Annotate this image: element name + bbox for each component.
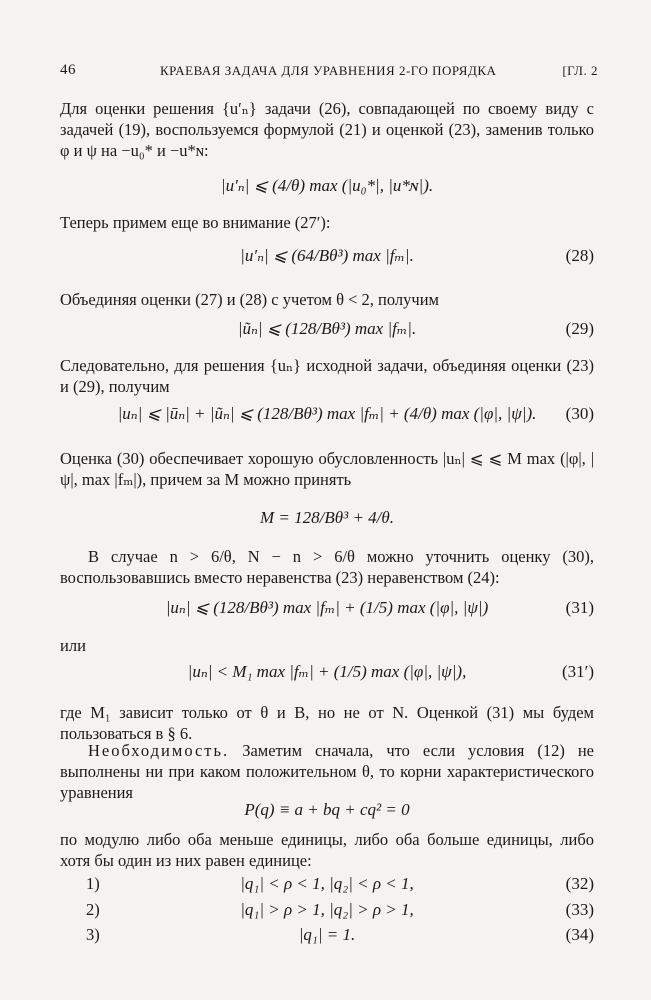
equation-31-prime — [60, 662, 594, 682]
equation-text: |u′ₙ| ⩽ (4/θ) max (|u₀*|, |u*ɴ|). — [220, 176, 434, 195]
paragraph-10: по модулю либо оба меньше единицы, либо оба больше единицы, либо хотя бы один из них равен единице: — [60, 830, 594, 870]
page-number: 46 — [60, 62, 76, 78]
paragraph-2: Теперь примем еще во внимание (27′): — [60, 213, 331, 232]
equation-text: |u′ₙ| ⩽ (64/Bθ³) max |fₘ|. — [240, 246, 414, 265]
case-label: 2) — [86, 900, 100, 919]
equation-number: (31′) — [561, 662, 594, 681]
equation-34 — [60, 925, 594, 945]
paragraph-3: Объединяя оценки (27) и (28) с учетом θ < 2, получим — [60, 290, 439, 309]
case-label: 1) — [86, 874, 100, 893]
equation-text: |q₁| < ρ < 1, |q₂| < ρ < 1, — [240, 874, 414, 893]
equation-text: |q₁| > ρ > 1, |q₂| > ρ > 1, — [240, 900, 414, 919]
equation-31 — [60, 598, 594, 618]
equation-32 — [60, 874, 594, 894]
paragraph-1: Для оценки решения {u′ₙ} задачи (26), совпадающей по своему виду с задачей (19), воспользуемся формулой (21) и оценкой (23), заменив только φ и ψ на −u₀* и −u*ɴ: — [60, 99, 594, 160]
equation-number: (31) — [565, 598, 594, 617]
case-label: 3) — [86, 925, 100, 944]
equation-number: (32) — [565, 874, 594, 893]
equation-text: |uₙ| ⩽ (128/Bθ³) max |fₘ| + (1/5) max (|φ|, |ψ|) — [165, 598, 489, 617]
equation-33 — [60, 900, 594, 920]
paragraph-5: Оценка (30) обеспечивает хорошую обусловленность |uₙ| ⩽ ⩽ M max (|φ|, |ψ|, max |fₘ|), причем за M можно принять — [60, 449, 594, 489]
running-header — [60, 62, 598, 82]
paragraph-7: или — [60, 636, 86, 655]
paragraph-4: Следовательно, для решения {uₙ} исходной задачи, объединяя оценки (23) и (29), получим — [60, 356, 594, 396]
equation-text: |uₙ| ⩽ |ūₙ| + |ũₙ| ⩽ (128/Bθ³) max |fₘ| + (4/θ) max (|φ|, |ψ|). — [117, 404, 537, 423]
equation-m — [60, 508, 594, 528]
equation-30 — [60, 404, 594, 424]
paragraph-9 — [60, 740, 594, 803]
equation-text: P(q) ≡ a + bq + cq² = 0 — [244, 800, 410, 819]
equation-number: (28) — [565, 246, 594, 265]
paragraph-6: В случае n > 6/θ, N − n > 6/θ можно уточнить оценку (30), воспользовавшись вместо неравенства (23) неравенством (24): — [60, 547, 594, 587]
running-title: КРАЕВАЯ ЗАДАЧА ДЛЯ УРАВНЕНИЯ 2-ГО ПОРЯДКА — [160, 63, 497, 78]
equation-number: (34) — [565, 925, 594, 944]
paragraph-8: где M₁ зависит только от θ и B, но не от N. Оценкой (31) мы будем пользоваться в § 6. — [60, 703, 594, 743]
equation-characteristic — [60, 800, 594, 820]
paragraph-9-text: Заметим сначала, что если условия (12) не выполнены ни при каком положительном θ, то корни характеристического уравнения — [60, 741, 594, 802]
equation-number: (33) — [565, 900, 594, 919]
chapter-label: [ГЛ. 2 — [562, 63, 598, 78]
section-lead: Необходимость. — [88, 741, 230, 760]
equation-text: |q₁| = 1. — [298, 925, 356, 944]
equation-text: |uₙ| < M₁ max |fₘ| + (1/5) max (|φ|, |ψ|), — [187, 662, 467, 681]
equation-unnumbered-1 — [60, 176, 594, 196]
equation-text: |ũₙ| ⩽ (128/Bθ³) max |fₘ|. — [237, 319, 417, 338]
equation-number: (29) — [565, 319, 594, 338]
equation-text: M = 128/Bθ³ + 4/θ. — [260, 508, 394, 527]
equation-number: (30) — [565, 404, 594, 423]
equation-29 — [60, 319, 594, 339]
equation-28 — [60, 246, 594, 266]
